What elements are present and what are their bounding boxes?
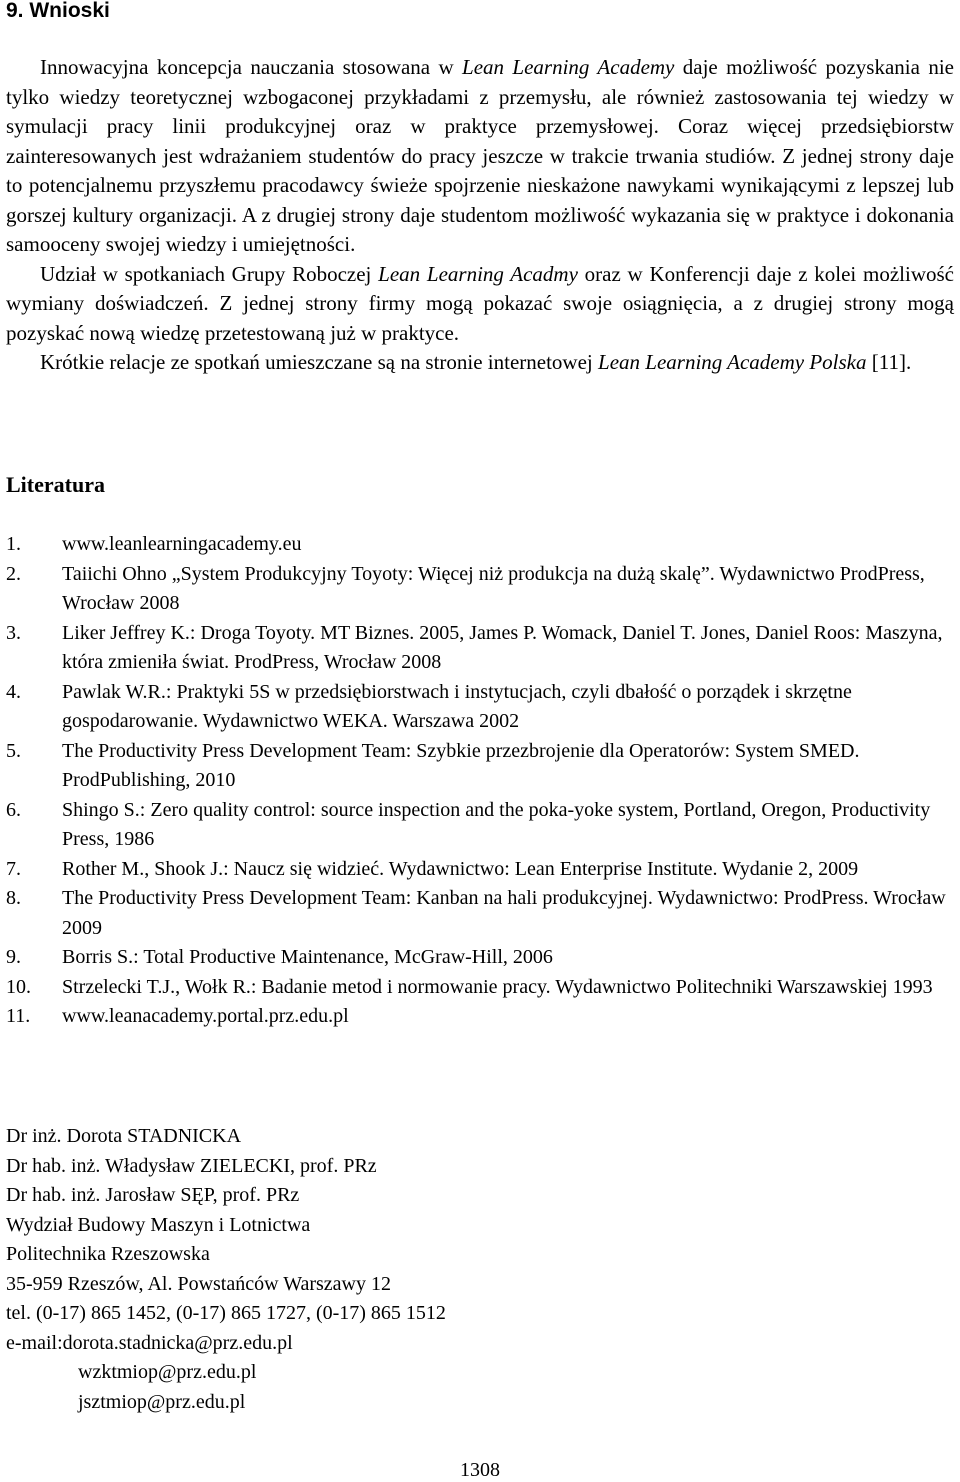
reference-text: Borris S.: Total Productive Maintenance, McGraw-Hill, 2006 (62, 946, 553, 968)
affiliation-university: Politechnika Rzeszowska (6, 1243, 210, 1265)
reference-number: 3. (6, 621, 21, 644)
reference-number: 2. (6, 562, 21, 585)
author-line: Dr hab. inż. Jarosław SĘP, prof. PRz (6, 1184, 300, 1206)
contact-email-extra: jsztmiop@prz.edu.pl (78, 1390, 246, 1413)
reference-number: 7. (6, 857, 21, 880)
reference-item (6, 678, 956, 737)
contact-email: e-mail:dorota.stadnicka@prz.edu.pl (6, 1331, 293, 1354)
reference-number: 9. (6, 946, 21, 968)
paragraph-3-text-c: [11]. (866, 350, 912, 374)
reference-item (6, 530, 956, 560)
paragraph-2-text-a: Udział w spotkaniach Grupy Roboczej (40, 261, 379, 286)
paragraph-3 (6, 348, 954, 378)
paragraph-1-text-a: Innowacyjna koncepcja nauczania stosowana w (40, 55, 463, 79)
reference-text: The Productivity Press Development Team: Kanban na hali produkcyjnej. Wydawnictwo: ProdPress. Wrocław 2009 (62, 887, 946, 939)
contact-phone: tel. (0-17) 865 1452, (0-17) 865 1727, (0-17) 865 1512 (6, 1302, 446, 1324)
reference-text: Rother M., Shook J.: Naucz się widzieć. Wydawnictwo: Lean Enterprise Institute. Wydanie 2, 2009 (62, 857, 859, 880)
reference-number: 4. (6, 680, 21, 703)
author-line: Dr inż. Dorota STADNICKA (6, 1125, 242, 1147)
affiliation-faculty: Wydział Budowy Maszyn i Lotnictwa (6, 1213, 311, 1236)
reference-number: 8. (6, 887, 21, 909)
reference-text: Liker Jeffrey K.: Droga Toyoty. MT Biznes. 2005, James P. Womack, Daniel T. Jones, Daniel Roos: Maszyna, która zmieniła świat. ProdPress, Wrocław 2008 (62, 621, 943, 673)
reference-item (6, 884, 956, 943)
reference-item (6, 973, 956, 1003)
affiliation-address: 35-959 Rzeszów, Al. Powstańców Warszawy 12 (6, 1272, 391, 1295)
reference-number: 10. (6, 975, 31, 998)
reference-item (6, 737, 956, 796)
reference-number: 5. (6, 739, 21, 762)
literature-heading: Literatura (6, 472, 105, 497)
reference-list (6, 530, 956, 1032)
paragraph-1 (6, 53, 954, 260)
reference-number: 1. (6, 533, 21, 555)
reference-text: www.leanacademy.portal.prz.edu.pl (62, 1005, 349, 1027)
reference-number: 6. (6, 798, 21, 821)
contact-email-extra: wzktmiop@prz.edu.pl (78, 1361, 257, 1383)
page-number: 1308 (460, 1459, 500, 1481)
author-affiliation-block (6, 1122, 446, 1417)
reference-item (6, 855, 956, 885)
reference-text: Taiichi Ohno „System Produkcyjny Toyoty: Więcej niż produkcja na dużą skalę”. Wydawnictwo ProdPress, Wrocław 2008 (62, 562, 925, 614)
reference-item (6, 1002, 956, 1032)
paragraph-1-italic: Lean Learning Academy (462, 55, 675, 79)
reference-text: Strzelecki T.J., Wołk R.: Badanie metod i normowanie pracy. Wydawnictwo Politechniki Warszawskiej 1993 (62, 975, 933, 998)
paragraph-2 (6, 260, 954, 349)
reference-text: Shingo S.: Zero quality control: source inspection and the poka-yoke system, Portland, Oregon, Productivity Press, 1986 (62, 798, 931, 850)
paragraph-2-italic: Lean Learning Acadmy (378, 261, 578, 286)
reference-text: The Productivity Press Development Team: Szybkie przezbrojenie dla Operatorów: System SMED. ProdPublishing, 2010 (62, 739, 860, 791)
paragraph-2-text-c: oraz w Konferencji daje z kolei możliwość wymiany doświadczeń. Z jednej strony firmy mogą pokazać swoje osiągnięcia, a z drugiej strony mogą pozyskać nową wiedzę przetestowaną już w praktyce. (6, 261, 955, 345)
paragraph-1-text-c: daje możliwość pozyskania nie tylko wiedzy teoretycznej wzbogaconej przykładami z przemysłu, ale również zastosowania tej wiedzy w symulacji pracy linii produkcyjnej oraz w praktyce przemysłowej. Coraz więcej przedsiębiorstw zainteresowanych jest wdrażaniem studentów do pracy jeszcze w trakcie trwania studiów. Z jednej strony daje to potencjalnemu przyszłemu pracodawcy świeże spojrzenie nieskażone nawykami wynikającymi z lepszej lub gorszej kultury organizacji. A z drugiej strony daje studentom możliwość wykazania się w praktyce i dokonania samooceny swojej wiedzy i umiejętności. (6, 55, 954, 256)
conclusions-body (6, 53, 954, 378)
reference-item (6, 619, 956, 678)
section-heading: 9. Wnioski (6, 0, 110, 22)
reference-number: 11. (6, 1005, 31, 1027)
reference-item (6, 560, 956, 619)
reference-item (6, 796, 956, 855)
reference-text: www.leanlearningacademy.eu (62, 533, 302, 555)
author-line: Dr hab. inż. Władysław ZIELECKI, prof. PRz (6, 1154, 377, 1177)
paragraph-3-text-a: Krótkie relacje ze spotkań umieszczane są na stronie internetowej (40, 350, 599, 374)
reference-text: Pawlak W.R.: Praktyki 5S w przedsiębiorstwach i instytucjach, czyli dbałość o porządek i skrzętne gospodarowanie. Wydawnictwo WEKA. Warszawa 2002 (62, 680, 852, 732)
paragraph-3-italic: Lean Learning Academy Polska (598, 350, 867, 374)
reference-item (6, 943, 956, 973)
